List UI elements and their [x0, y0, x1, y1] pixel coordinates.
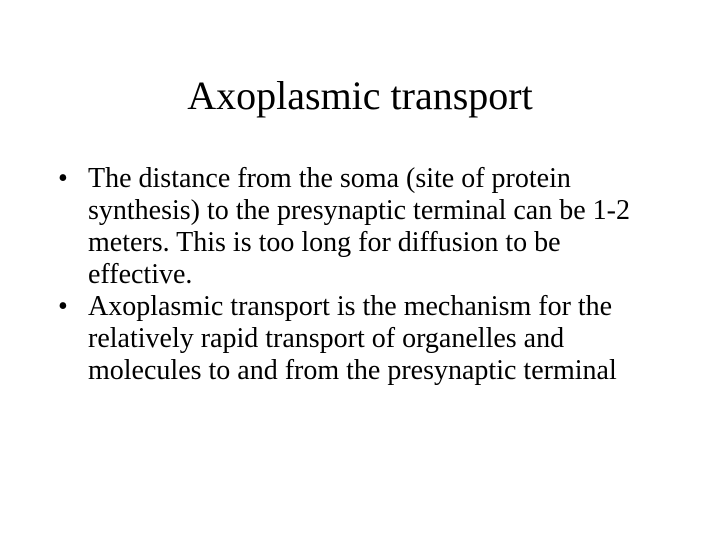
- bullet-marker: •: [58, 291, 68, 322]
- slide-title: Axoplasmic transport: [187, 73, 533, 118]
- bullet-text: Axoplasmic transport is the mechanism for the relatively rapid transport of organelles and molecules to and from the presynaptic terminal: [88, 291, 617, 386]
- bullet-item-distance: [58, 163, 668, 291]
- bullet-marker: •: [58, 163, 68, 194]
- bullet-text: The distance from the soma (site of protein synthesis) to the presynaptic terminal can be 1-2 meters. This is too long for diffusion to be effective.: [88, 163, 630, 290]
- bullet-list: [58, 163, 668, 387]
- bullet-item-mechanism: [58, 291, 668, 387]
